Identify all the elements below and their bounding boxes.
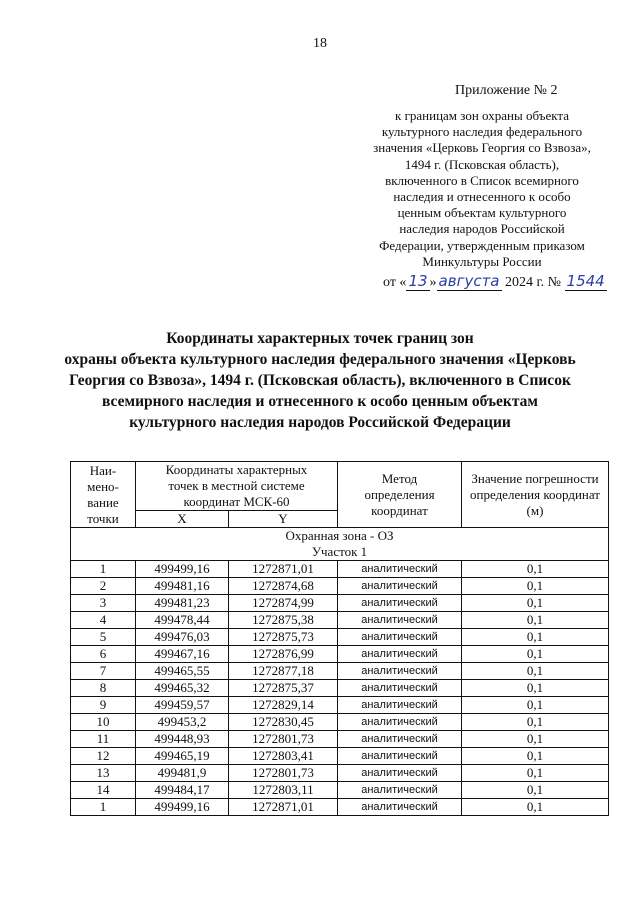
header-text: (м): [526, 502, 544, 518]
header-text: Наи-: [89, 462, 117, 478]
table-row: [71, 646, 609, 663]
header-text: определения: [364, 486, 435, 502]
y-cell: 1272874,68: [229, 578, 338, 595]
x-cell: 499499,16: [136, 561, 229, 578]
table-row: [71, 680, 609, 697]
document-title: [60, 328, 580, 433]
header-method: [338, 462, 462, 528]
method-cell: аналитический: [338, 697, 462, 714]
accuracy-cell: 0,1: [462, 578, 609, 595]
title-line: охраны объекта культурного наследия федерального значения «Церковь: [64, 351, 576, 368]
x-cell: 499481,9: [136, 765, 229, 782]
order-day: 13: [408, 272, 428, 290]
method-cell: аналитический: [338, 680, 462, 697]
appendix-line: значения «Церковь Георгия со Взвоза»,: [373, 140, 591, 156]
x-cell: 499448,93: [136, 731, 229, 748]
accuracy-cell: 0,1: [462, 629, 609, 646]
appendix-description: [362, 108, 602, 270]
table-row: [71, 799, 609, 816]
table-row: [71, 663, 609, 680]
header-text: определения координат: [470, 486, 600, 502]
y-cell: 1272801,73: [229, 731, 338, 748]
point-name-cell: 11: [71, 731, 136, 748]
header-text: Значение погрешности: [471, 470, 599, 486]
coordinates-table: [70, 461, 609, 816]
accuracy-cell: 0,1: [462, 612, 609, 629]
y-cell: 1272875,37: [229, 680, 338, 697]
method-cell: аналитический: [338, 748, 462, 765]
table-header-row: [71, 462, 609, 511]
page-number: 18: [313, 36, 327, 51]
order-number: 1544: [566, 272, 605, 290]
table-row: [71, 697, 609, 714]
accuracy-cell: 0,1: [462, 748, 609, 765]
table-row: [71, 595, 609, 612]
table-row: [71, 765, 609, 782]
title-line: Георгия со Взвоза», 1494 г. (Псковская область), включенного в Список: [69, 372, 571, 389]
x-cell: 499478,44: [136, 612, 229, 629]
header-text: вание: [87, 494, 119, 510]
point-name-cell: 10: [71, 714, 136, 731]
accuracy-cell: 0,1: [462, 663, 609, 680]
zone-row: [71, 528, 609, 561]
table-row: [71, 629, 609, 646]
y-cell: 1272803,41: [229, 748, 338, 765]
y-cell: 1272877,18: [229, 663, 338, 680]
header-text: координат МСК-60: [183, 494, 290, 509]
method-cell: аналитический: [338, 714, 462, 731]
method-cell: аналитический: [338, 646, 462, 663]
point-name-cell: 1: [71, 561, 136, 578]
x-cell: 499465,19: [136, 748, 229, 765]
header-text: координат: [371, 502, 428, 518]
zone-cell: [71, 528, 609, 561]
x-cell: 499481,23: [136, 595, 229, 612]
y-cell: 1272871,01: [229, 561, 338, 578]
point-name-cell: 13: [71, 765, 136, 782]
order-year: 2024 г. №: [505, 275, 562, 290]
method-cell: аналитический: [338, 731, 462, 748]
appendix-line: наследия и отнесенного к особо: [393, 189, 571, 205]
table-row: [71, 578, 609, 595]
appendix-line: культурного наследия федерального: [381, 124, 583, 140]
accuracy-cell: 0,1: [462, 714, 609, 731]
method-cell: аналитический: [338, 612, 462, 629]
point-name-cell: 6: [71, 646, 136, 663]
accuracy-cell: 0,1: [462, 697, 609, 714]
point-name-cell: 12: [71, 748, 136, 765]
table-row: [71, 782, 609, 799]
order-month: августа: [438, 272, 500, 290]
y-cell: 1272803,11: [229, 782, 338, 799]
method-cell: аналитический: [338, 561, 462, 578]
x-cell: 499467,16: [136, 646, 229, 663]
method-cell: аналитический: [338, 799, 462, 816]
header-x: X: [136, 511, 229, 528]
y-cell: 1272874,99: [229, 595, 338, 612]
accuracy-cell: 0,1: [462, 561, 609, 578]
appendix-line: ценным объектам культурного: [397, 205, 567, 221]
point-name-cell: 9: [71, 697, 136, 714]
point-name-cell: 14: [71, 782, 136, 799]
appendix-line: к границам зон охраны объекта: [395, 108, 569, 123]
header-coordinates-group: [136, 462, 338, 511]
x-cell: 499465,32: [136, 680, 229, 697]
title-line: всемирного наследия и отнесенного к особо ценным объектам: [102, 393, 538, 410]
y-cell: 1272829,14: [229, 697, 338, 714]
point-name-cell: 8: [71, 680, 136, 697]
table-row: [71, 714, 609, 731]
point-name-cell: 3: [71, 595, 136, 612]
x-cell: 499484,17: [136, 782, 229, 799]
title-line: культурного наследия народов Российской Федерации: [129, 414, 511, 431]
method-cell: аналитический: [338, 578, 462, 595]
x-cell: 499476,03: [136, 629, 229, 646]
header-text: Метод: [381, 470, 418, 486]
appendix-line: наследия народов Российской: [399, 221, 565, 237]
accuracy-cell: 0,1: [462, 799, 609, 816]
appendix-title: Приложение № 2: [455, 83, 558, 98]
zone-label: Охранная зона - ОЗ: [285, 528, 394, 543]
y-cell: 1272875,38: [229, 612, 338, 629]
accuracy-cell: 0,1: [462, 680, 609, 697]
accuracy-cell: 0,1: [462, 765, 609, 782]
y-cell: 1272830,45: [229, 714, 338, 731]
order-prefix: от «: [383, 275, 407, 290]
method-cell: аналитический: [338, 663, 462, 680]
x-cell: 499453,2: [136, 714, 229, 731]
header-point-name: [71, 462, 136, 528]
point-name-cell: 7: [71, 663, 136, 680]
header-text: Координаты характерных: [165, 462, 308, 477]
method-cell: аналитический: [338, 765, 462, 782]
x-cell: 499499,16: [136, 799, 229, 816]
section-label: Участок 1: [311, 544, 368, 559]
appendix-line: Федерации, утвержденным приказом: [379, 237, 585, 253]
y-cell: 1272876,99: [229, 646, 338, 663]
table-row: [71, 612, 609, 629]
y-cell: 1272875,73: [229, 629, 338, 646]
table-row: [71, 731, 609, 748]
x-cell: 499481,16: [136, 578, 229, 595]
method-cell: аналитический: [338, 629, 462, 646]
point-name-cell: 5: [71, 629, 136, 646]
table-row: [71, 748, 609, 765]
accuracy-cell: 0,1: [462, 646, 609, 663]
point-name-cell: 1: [71, 799, 136, 816]
appendix-line: включенного в Список всемирного: [385, 172, 579, 188]
x-cell: 499465,55: [136, 663, 229, 680]
appendix-line: Минкультуры России: [422, 253, 542, 269]
header-text: точек в местной системе: [168, 478, 305, 493]
y-cell: 1272801,73: [229, 765, 338, 782]
header-text: мено-: [87, 478, 119, 494]
order-line: [383, 272, 607, 291]
title-line: Координаты характерных точек границ зон: [166, 330, 474, 347]
y-cell: 1272871,01: [229, 799, 338, 816]
method-cell: аналитический: [338, 595, 462, 612]
order-mid: »: [429, 275, 437, 290]
accuracy-cell: 0,1: [462, 595, 609, 612]
header-accuracy: [462, 462, 609, 528]
accuracy-cell: 0,1: [462, 782, 609, 799]
method-cell: аналитический: [338, 782, 462, 799]
table-row: [71, 561, 609, 578]
point-name-cell: 4: [71, 612, 136, 629]
appendix-line: 1494 г. (Псковская область),: [404, 156, 560, 172]
point-name-cell: 2: [71, 578, 136, 595]
accuracy-cell: 0,1: [462, 731, 609, 748]
header-text: точки: [87, 510, 119, 526]
x-cell: 499459,57: [136, 697, 229, 714]
header-y: Y: [229, 511, 338, 528]
